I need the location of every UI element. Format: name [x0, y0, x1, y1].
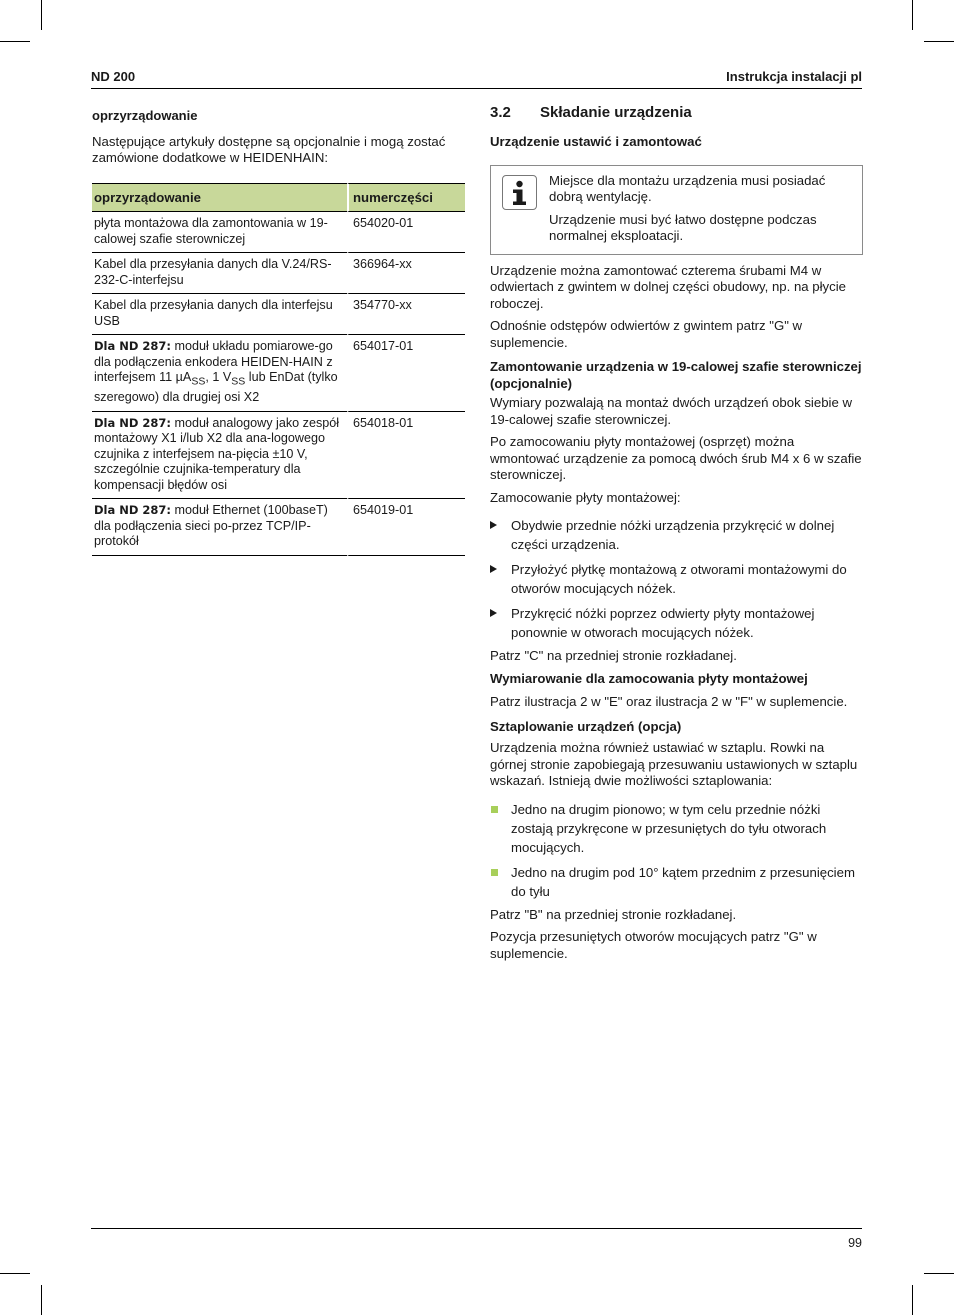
row-prefix: Dla ND 287:: [94, 415, 172, 430]
header-manual-title: Instrukcja instalacji pl: [726, 69, 862, 84]
table-cell-part-number: 354770-xx: [347, 294, 465, 335]
accessories-table: [92, 183, 465, 556]
arrow-icon: [490, 565, 497, 573]
subscript-ss: SS: [231, 375, 246, 388]
list-item: [490, 863, 863, 901]
header-product: ND 200: [91, 69, 136, 84]
list-item-text: Przyłożyć płytkę montażową z otworami montażowymi do otworów mocujących nóżek.: [511, 562, 847, 596]
table-cell-description: [92, 294, 347, 335]
note-text: [549, 173, 854, 245]
section-title: Składanie urządzenia: [540, 104, 692, 121]
table-cell-part-number: 654017-01: [347, 335, 465, 412]
subheading-stacking: Sztaplowanie urządzeń (opcja): [490, 718, 682, 734]
step-list: [490, 516, 863, 642]
table-cell-description: [92, 499, 347, 556]
page-number: 99: [848, 1236, 862, 1250]
list-item: [490, 800, 863, 857]
table-cell-part-number: 654020-01: [347, 212, 465, 253]
crop-mark: [912, 1285, 913, 1315]
info-icon: [502, 175, 537, 210]
row-description-cont: lub EnDat (tylko szeregowo) dla drugiej osi X2: [94, 370, 338, 405]
paragraph: Pozycja przesuniętych otworów mocujących patrz "G" w suplemencie.: [490, 929, 817, 961]
note-line: Urządzenie musi być łatwo dostępne podczas normalnej eksploatacji.: [549, 211, 817, 243]
list-item-text: Obydwie przednie nóżki urządzenia przykręcić w dolnej części urządzenia.: [511, 518, 835, 552]
table-row: [92, 294, 465, 335]
subheading-dimensions: Wymiarowanie dla zamocowania płyty montażowej: [490, 670, 808, 686]
list-item-text: Przykręcić nóżki poprzez odwierty płyty montażowej ponownie w otworach mocujących nóżek.: [511, 606, 815, 640]
table-header-accessory: oprzyrządowanie: [92, 183, 347, 213]
info-note: [490, 165, 863, 255]
section-number: 3.2: [490, 104, 511, 121]
crop-mark: [912, 0, 913, 30]
paragraph: Odnośnie odstępów odwiertów z gwintem patrz "G" w suplemencie.: [490, 318, 803, 350]
note-line: Miejsce dla montażu urządzenia musi posiadać dobrą wentylację.: [549, 172, 826, 204]
table-header-part-number: numerczęści: [347, 183, 465, 213]
row-description: moduł układu pomiarowe-go dla podłączenia enkodera HEIDEN-HAIN z interfejsem 11 µA: [94, 339, 333, 384]
row-prefix: Dla ND 287:: [94, 339, 172, 353]
table-cell-description: [92, 335, 347, 412]
crop-mark: [924, 1273, 954, 1274]
accessories-intro: Następujące artykuły dostępne są opcjonalnie i mogą zostać zamówione dodatkowe w HEIDENHAIN:: [92, 133, 446, 165]
paragraph: Patrz "B" na przedniej stronie rozkładanej.: [490, 906, 737, 922]
table-cell-part-number: 366964-xx: [347, 253, 465, 294]
table-cell-part-number: 654019-01: [347, 499, 465, 556]
table-cell-part-number: 654018-01: [347, 412, 465, 500]
paragraph: Patrz ilustracja 2 w "E" oraz ilustracja 2 w "F" w suplemencie.: [490, 694, 848, 709]
left-column: [92, 105, 465, 556]
crop-mark: [41, 0, 42, 30]
bullet-square-icon: [491, 806, 498, 813]
row-description: moduł Ethernet (100baseT) dla podłączenia sieci po-przez TCP/IP-protokół: [94, 503, 328, 549]
crop-mark: [0, 41, 30, 42]
paragraph: Urządzenia można również ustawiać w sztaplu. Rowki na górnej stronie zapobiegają przesuwaniu ustawionych w sztaplu wskazań. Istnieją dwie możliwości sztaplowania:: [490, 740, 858, 788]
list-item: [490, 560, 863, 598]
subheading-rack-mount: Zamontowanie urządzenia w 19-calowej szafie sterowniczej (opcjonalnie): [490, 359, 862, 391]
table-cell-description: [92, 253, 347, 294]
footer-rule: [91, 1228, 862, 1229]
table-row: [92, 253, 465, 294]
paragraph: Zamocowanie płyty montażowej:: [490, 489, 681, 505]
table-row: [92, 412, 465, 500]
table-row: [92, 499, 465, 556]
list-item: [490, 516, 863, 554]
row-description: Kabel dla przesyłania danych dla V.24/RS-232-C-interfejsu: [94, 257, 332, 287]
subscript-ss: SS: [191, 375, 206, 388]
paragraph: Po zamocowaniu płyty montażowej (osprzęt) można wmontować urządzenie za pomocą dwóch śrub M4 x 6 w szafie sterowniczej.: [490, 434, 862, 482]
subheading-setup: Urządzenie ustawić i zamontować: [490, 134, 702, 149]
table-row: [92, 335, 465, 412]
row-prefix: Dla ND 287:: [94, 503, 172, 518]
crop-mark: [0, 1273, 30, 1274]
arrow-icon: [490, 521, 497, 529]
row-description: płyta montażowa dla zamontowania w 19-calowej szafie sterowniczej: [94, 216, 328, 246]
paragraph: Urządzenie można zamontować czterema śrubami M4 w odwiertach z gwintem w dolnej części obudowy, np. na płycie roboczej.: [490, 262, 846, 311]
row-description: moduł analogowy jako zespół montażowy X1 i/lub X2 dla ana-logowego czujnika z interfejsem na-pięcia ±10 V, szczególnie czujnika-temperatury dla kompensacji błędów osi: [94, 415, 340, 492]
table-row: [92, 212, 465, 253]
list-item: [490, 604, 863, 642]
table-cell-description: [92, 212, 347, 253]
crop-mark: [41, 1285, 42, 1315]
page-header: [91, 68, 862, 89]
crop-mark: [924, 41, 954, 42]
table-header-row: [92, 183, 465, 213]
section-heading: [490, 105, 863, 125]
paragraph: Wymiary pozwalają na montaż dwóch urządzeń obok siebie w 19-calowej szafie sterowniczej.: [490, 395, 852, 427]
list-item-text: Jedno na drugim pod 10° kątem przednim z przesunięciem do tyłu: [511, 864, 855, 899]
list-item-text: Jedno na drugim pionowo; w tym celu przednie nóżki zostają przykręcone w przesuniętych do tyłu otworach mocujących.: [511, 801, 827, 855]
arrow-icon: [490, 609, 497, 617]
row-description: Kabel dla przesyłania danych dla interfejsu USB: [94, 298, 333, 328]
paragraph: Patrz "C" na przedniej stronie rozkładanej.: [490, 648, 737, 663]
option-list: [490, 800, 863, 901]
accessories-title: oprzyrządowanie: [92, 108, 198, 123]
bullet-square-icon: [491, 869, 498, 876]
row-description-cont: , 1 V: [205, 370, 232, 384]
right-column: [490, 105, 863, 962]
table-cell-description: [92, 412, 347, 500]
